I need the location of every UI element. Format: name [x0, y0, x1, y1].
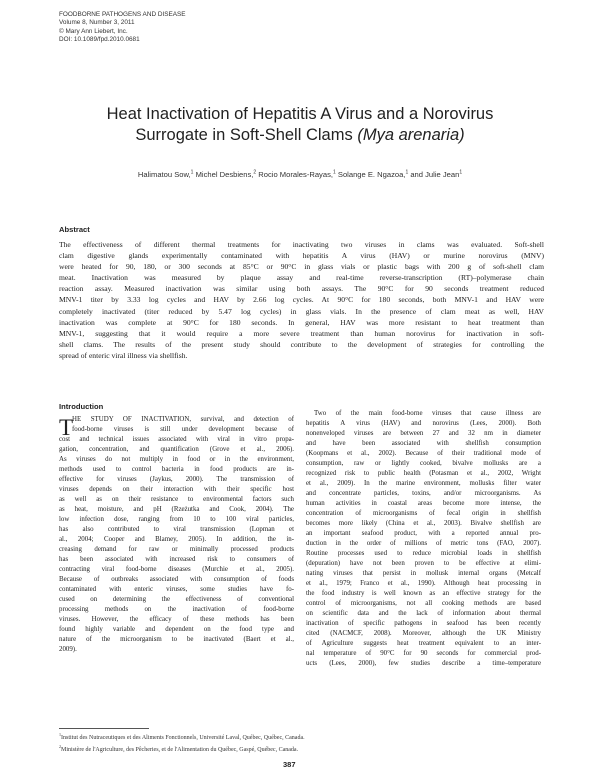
body-line: as heat, moisture, and pH (Rzeżutka and Cook, 2004). The: [59, 506, 294, 513]
page-number: 387: [283, 760, 296, 769]
footnotes: [59, 731, 544, 754]
body-line: Two of the main food-borne viruses that cause illness are: [314, 410, 541, 417]
abstract-heading: Abstract: [59, 225, 90, 234]
author: Solange E. Ngazoa,$^1$: [335, 169, 409, 179]
abstract-line: MNV-1, suggesting that it would require a more severe treatment than human norovirus for inactivation in soft-: [59, 328, 544, 338]
abstract-line: The effectiveness of different thermal treatments for inactivating two viruses in clams was evaluated. Soft-shell: [59, 240, 544, 249]
body-line: nonenveloped viruses are between 27 and 32 nm in diameter: [306, 430, 541, 437]
abstract-line: were heated for 90, 180, or 300 seconds at 85°C or 90°C in glass vials or plastic bags with 200 g of soft-shell clam: [59, 262, 544, 272]
body-line: hepatitis A virus (HAV) and norovirus (Lees, 2000). Both: [306, 420, 541, 427]
abstract-line: inactivation was complete at 90°C for 180 seconds. In general, HAV was more resistant to heat treatment than: [59, 317, 544, 327]
body-line: low infection dose, ranging from 10 to 100 viral particles,: [59, 516, 294, 523]
body-line: al., 2004; Cooper and Blamey, 2005). In addition, the in-: [59, 536, 294, 543]
body-line: becomes more likely (China et al., 2003). Bivalve shellfish are: [306, 520, 541, 527]
body-line: as well as on their resistance to environmental factors such: [59, 496, 294, 503]
drop-cap: T: [59, 415, 74, 440]
abstract-line: meat. Inactivation was measured by plaque assay and real-time reverse-transcription (RT)–polymerase chain: [59, 273, 544, 283]
body-line: As viruses do not multiply in food or in the environment,: [59, 456, 294, 463]
body-line: et al., 2009). In the marine environment, mollusks filter water: [306, 480, 541, 487]
body-line: an important seafood product, with a reported annual pro-: [306, 530, 541, 537]
body-line: the food industry is well known as an effective strategy for the: [306, 590, 541, 597]
author-list: [40, 169, 560, 179]
body-line: (Koopmans et al., 2002). Because of their traditional mode of: [306, 450, 541, 457]
footnote-rule: [59, 728, 149, 729]
abstract-line: spread of enteric viral illness via shellfish.: [59, 350, 188, 360]
body-line: HE STUDY OF INACTIVATION, survival, and detection of: [72, 416, 294, 423]
body-line: cused on determining the effectiveness of conventional: [59, 596, 294, 603]
abstract-body: [59, 239, 544, 361]
body-line: food-borne viruses is still under development because of: [72, 426, 294, 433]
body-line: inactivation of specific pathogens in seafood has been recently: [306, 620, 541, 627]
body-line: has been associated with increased risk to consumers of: [59, 556, 294, 563]
author: Rocio Morales-Rayas,$^1$: [256, 169, 336, 179]
body-line: control of microorganisms, not all cooking methods are based: [306, 600, 541, 607]
body-line: and have been associated with shellfish consumption: [306, 440, 541, 447]
body-line: et al., 1979; Franco et al., 1990). Although heat processing in: [306, 580, 541, 587]
body-line: effective for viruses (Jaykus, 2000). The transmission of: [59, 476, 294, 483]
abstract-line: MNV-1 titer by 3.33 log cycles and HAV by 2.66 log cycles. At 90°C for 180 seconds, both MNV-1 and HAV were: [59, 295, 544, 305]
left-column: [59, 415, 294, 655]
body-line: Because of outbreaks associated with consumption of foods: [59, 576, 294, 583]
volume-info: Volume 8, Number 3, 2011: [59, 19, 135, 27]
abstract-line: completely inactivated (titer reduced by 5.47 log cycles) in glass vials. In the presence of clam meat as well, HAV: [59, 306, 544, 316]
body-line: processing methods on the inactivation of food-borne: [59, 606, 294, 613]
body-line: on scientific data and the lack of information about thermal: [306, 610, 541, 617]
body-line: ucts (Lees, 2000), few studies describe a time–temperature: [306, 660, 541, 667]
introduction-heading: Introduction: [59, 402, 104, 411]
body-line: human activities in coastal areas become more intense, the: [306, 500, 541, 507]
author: Michel Desbiens,$^2$: [193, 169, 257, 179]
abstract-line: clam digestive glands experimentally contaminated with hepatitis A virus (HAV) or murine norovirus (MNV): [59, 251, 544, 261]
journal-masthead: [59, 11, 186, 45]
body-line: cited (NACMCF, 2008). Moreover, although the UK Ministry: [306, 630, 541, 637]
body-line: has also contributed to viral transmission (Lopman et: [59, 526, 294, 533]
footnote-affiliation-1: $^1$Institut des Nutraceutiques et des Aliments Fonctionnels, Université Laval, Québec, Québec, Canada.: [59, 732, 305, 741]
article-title: [40, 104, 560, 146]
body-line: and concentrate particles, toxins, and/or microorganisms. As: [306, 490, 541, 497]
author: Halimatou Sow,$^1$: [137, 169, 194, 179]
body-line: found highly variable and dependent on the food type and: [59, 626, 294, 633]
body-line: cost and technical issues associated with viral in vitro propa-: [59, 436, 294, 443]
right-column: [306, 409, 541, 669]
author: and Julie Jean$^1$: [408, 169, 463, 179]
body-line: viruses. However, the efficacy of these methods has been: [59, 616, 294, 623]
body-line: nature of the microorganism to be inactivated (Baert et al.,: [59, 636, 294, 643]
body-line: nating viruses that persist in mollusk internal organs (Metcalf: [306, 570, 541, 577]
abstract-line: reaction assay. Measured inactivation was similar using both assays. The 90°C for 90 seconds treatment reduced: [59, 284, 544, 294]
body-line: methods used to control bacteria in food products are in-: [59, 466, 294, 473]
body-line: duction in the order of millions of metric tons (FAO, 2007).: [306, 540, 541, 547]
title-line-2: Surrogate in Soft-Shell Clams (Mya arenaria): [135, 126, 465, 144]
body-line: gation, concentration, and quantification (Grove et al., 2006).: [59, 446, 294, 453]
publisher: © Mary Ann Liebert, Inc.: [59, 27, 128, 35]
abstract-line: shell clams. The results of the present study should contribute to the development of strategies for controlling the: [59, 339, 544, 349]
body-line: Routine processes used to reduce microbial loads in shellfish: [306, 550, 541, 557]
body-line: recognized risk to public health (Potasman et al., 2002, Wright: [306, 470, 541, 477]
body-line: contaminated with enteric viruses, some studies have fo-: [59, 586, 294, 593]
title-line-1: Heat Inactivation of Hepatitis A Virus and a Norovirus: [106, 105, 494, 123]
body-line: concentration of microorganisms of fecal origin in shellfish: [306, 510, 541, 517]
body-line: (depuration) have not been proven to be effective at elimi-: [306, 560, 541, 567]
doi: DOI: 10.1089/fpd.2010.0681: [59, 36, 140, 44]
footnote-affiliation-2: $^2$Ministère de l'Agriculture, des Pêcheries, et de l'Alimentation du Québec, Gaspé, Québec, Canada.: [59, 743, 299, 753]
body-line: 2009).: [59, 646, 77, 653]
body-line: creasing demand for raw or minimally processed products: [59, 546, 294, 553]
species-name: (Mya arenaria): [357, 126, 465, 144]
body-line: nal temperature of 90°C for 90 seconds for commercial prod-: [306, 650, 541, 657]
body-line: consumption, raw or lightly cooked, bivalve mollusks are a: [306, 460, 541, 467]
journal-name: FOODBORNE PATHOGENS AND DISEASE: [59, 11, 186, 18]
body-line: contracting viral food-borne diseases (Murchie et al., 2005).: [59, 566, 294, 573]
body-line: of Agriculture suggests heat treatment equivalent to an inter-: [306, 640, 541, 647]
body-line: viruses depends on their interaction with their specific host: [59, 486, 294, 493]
